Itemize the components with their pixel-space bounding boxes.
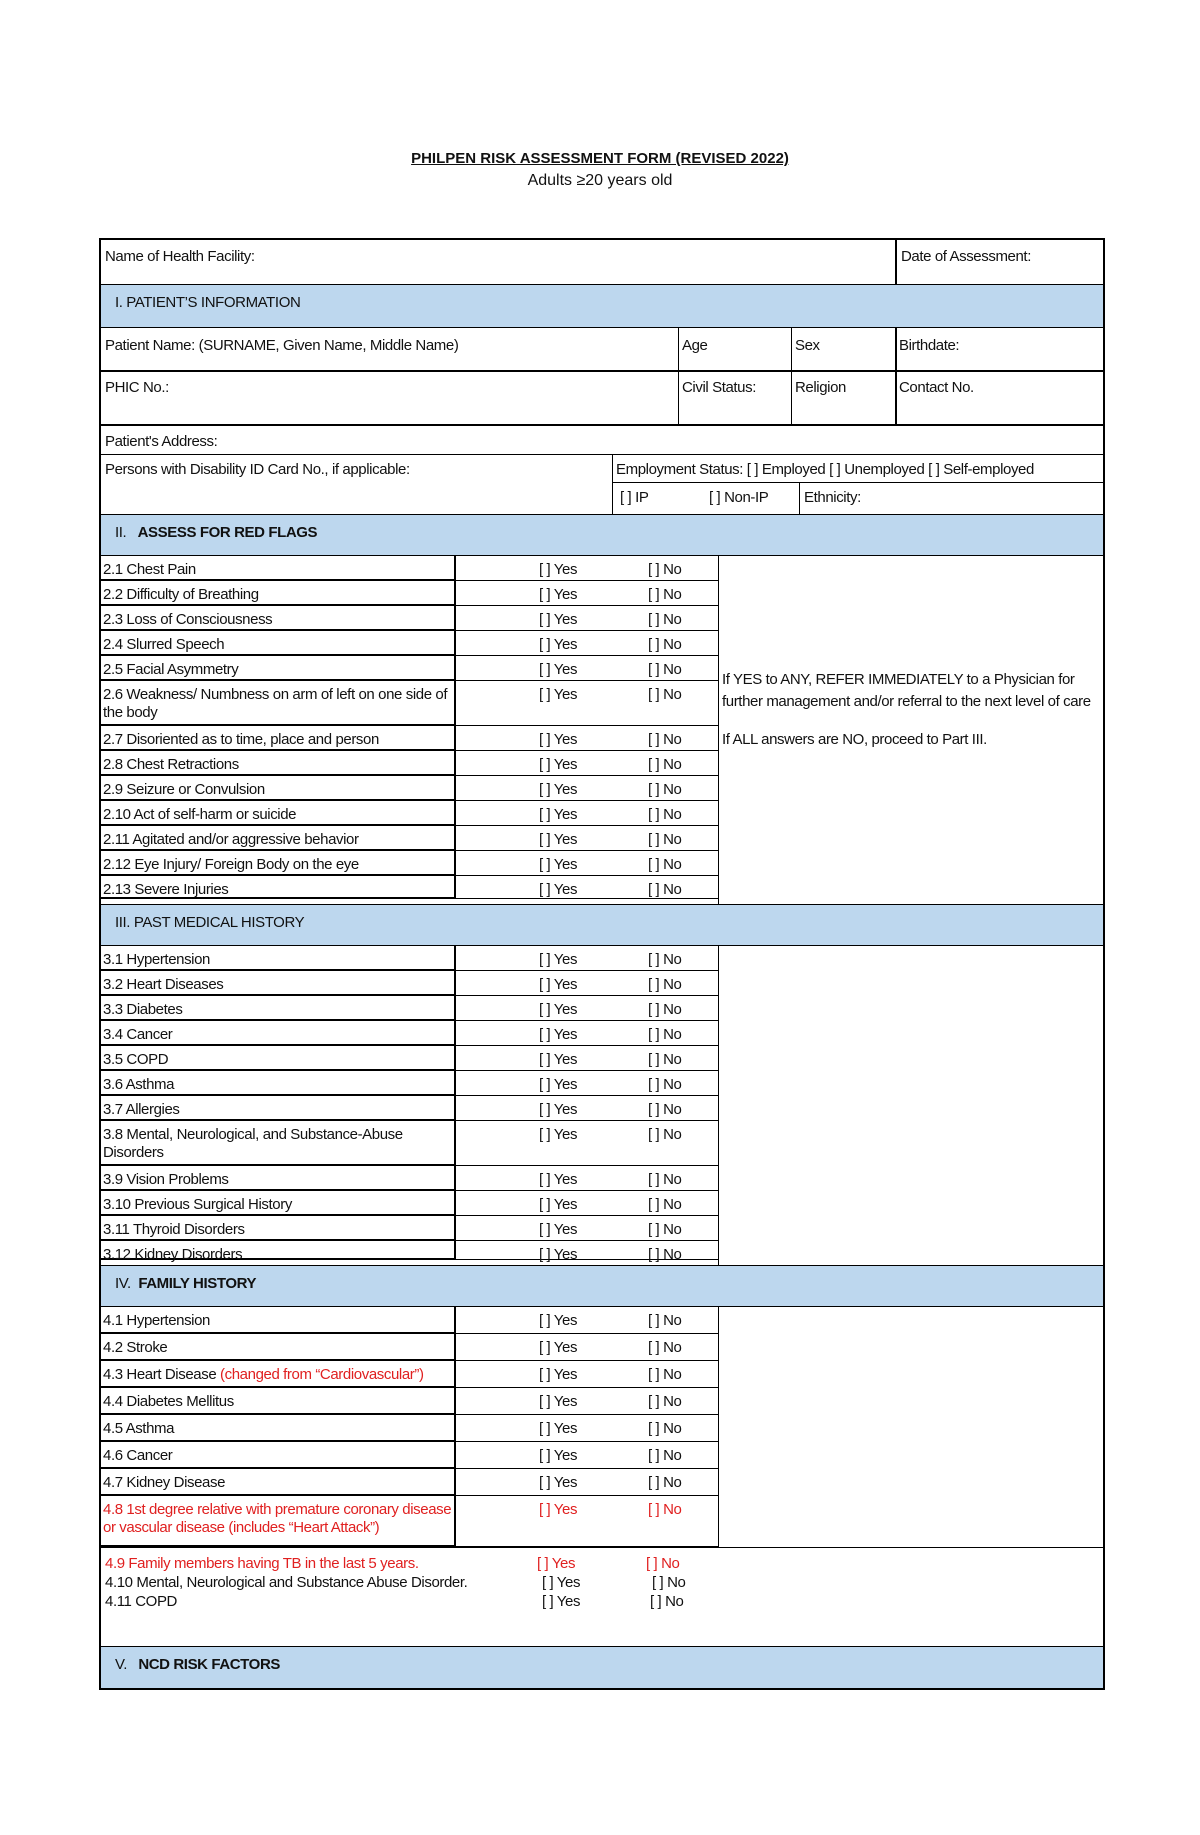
question-label: [103, 1312, 453, 1330]
question-label: [103, 976, 453, 994]
address-label: Patient's Address:: [105, 433, 218, 450]
contact-label: Contact No.: [899, 379, 974, 396]
yes-option[interactable]: [ ] Yes: [539, 831, 578, 848]
question-row: [101, 1361, 718, 1388]
question-label: [103, 1393, 453, 1411]
question-row: [101, 1121, 718, 1166]
section-title: I. PATIENT’S INFORMATION: [115, 294, 301, 311]
no-option[interactable]: [ ] No: [648, 1420, 682, 1437]
yes-option[interactable]: [ ] Yes: [539, 586, 578, 603]
question-text: 2.2 Difficulty of Breathing: [103, 586, 259, 603]
non-ip-option[interactable]: [ ] Non-IP: [709, 489, 769, 506]
question-label: [103, 831, 453, 849]
question-label: [103, 611, 453, 629]
ip-option[interactable]: [ ] IP: [620, 489, 649, 506]
section-number: V.: [115, 1656, 127, 1673]
form-title: PHILPEN RISK ASSESSMENT FORM (REVISED 2022): [411, 150, 789, 167]
question-text: 4.1 Hypertension: [103, 1312, 211, 1329]
no-option[interactable]: [ ] No: [648, 731, 682, 748]
no-option[interactable]: [ ] No: [648, 1026, 682, 1043]
yes-option[interactable]: [ ] Yes: [539, 1366, 578, 1383]
yes-option[interactable]: [ ] Yes: [539, 1447, 578, 1464]
yes-option[interactable]: [ ] Yes: [539, 1051, 578, 1068]
no-option[interactable]: [ ] No: [648, 686, 682, 703]
question-text: 4.3 Heart Disease: [103, 1366, 217, 1383]
no-option[interactable]: [ ] No: [648, 781, 682, 798]
section-title: FAMILY HISTORY: [138, 1275, 257, 1292]
yes-option[interactable]: [ ] Yes: [539, 951, 578, 968]
no-option[interactable]: [ ] No: [648, 831, 682, 848]
facility-label: Name of Health Facility:: [105, 248, 255, 265]
no-option[interactable]: [ ] No: [648, 976, 682, 993]
question-text: 2.10 Act of self-harm or suicide: [103, 806, 297, 823]
question-text: 2.8 Chest Retractions: [103, 756, 239, 773]
no-option[interactable]: [ ] No: [648, 1196, 682, 1213]
yes-option[interactable]: [ ] Yes: [539, 1312, 578, 1329]
question-text: 3.9 Vision Problems: [103, 1171, 229, 1188]
question-label: [103, 586, 453, 604]
family-item-mental: 4.10 Mental, Neurological and Substance Abuse Disorder.: [105, 1574, 468, 1591]
yes-option[interactable]: [ ] Yes: [539, 1196, 578, 1213]
question-row: [101, 1388, 718, 1415]
no-option[interactable]: [ ] No: [648, 856, 682, 873]
question-row: [101, 581, 718, 606]
yes-option[interactable]: [ ] Yes: [539, 1126, 578, 1143]
question-text: 4.2 Stroke: [103, 1339, 168, 1356]
date-label: Date of Assessment:: [901, 248, 1031, 265]
no-option[interactable]: [ ] No: [648, 806, 682, 823]
question-row: [101, 1096, 718, 1121]
no-option[interactable]: [ ] No: [646, 1555, 680, 1572]
employment-label[interactable]: Employment Status: [ ] Employed [ ] Unemployed [ ] Self-employed: [616, 461, 1034, 478]
question-row: [101, 1469, 718, 1496]
yes-option[interactable]: [ ] Yes: [539, 1221, 578, 1238]
question-row: [101, 631, 718, 656]
yes-option[interactable]: [ ] Yes: [542, 1574, 581, 1591]
question-label: [103, 1420, 453, 1438]
question-label: [103, 856, 453, 874]
no-option[interactable]: [ ] No: [648, 1447, 682, 1464]
question-text: 2.5 Facial Asymmetry: [103, 661, 239, 678]
question-text: 2.6 Weakness/ Numbness on arm of left on one side of the body: [103, 686, 448, 721]
no-option[interactable]: [ ] No: [648, 1076, 682, 1093]
question-label: [103, 1126, 453, 1162]
changed-note: (changed from “Cardiovascular”): [220, 1366, 424, 1383]
question-row: [101, 851, 718, 876]
section-title: ASSESS FOR RED FLAGS: [137, 524, 318, 541]
question-text: 2.7 Disoriented as to time, place and person: [103, 731, 379, 748]
no-option[interactable]: [ ] No: [648, 1221, 682, 1238]
question-label: [103, 1171, 453, 1189]
question-label: [103, 1051, 453, 1069]
question-text: 4.8 1st degree relative with premature coronary disease or vascular disease (includes “Heart Attack”): [103, 1501, 452, 1536]
no-option[interactable]: [ ] No: [648, 1126, 682, 1143]
question-row: [101, 726, 718, 751]
form-subtitle: Adults ≥20 years old: [527, 172, 673, 189]
no-option[interactable]: [ ] No: [648, 1312, 682, 1329]
no-option[interactable]: [ ] No: [648, 1339, 682, 1356]
no-option[interactable]: [ ] No: [650, 1593, 684, 1610]
question-row: [101, 1166, 718, 1191]
question-row: [101, 1216, 718, 1241]
question-text: 3.8 Mental, Neurological, and Substance-Abuse Disorders: [103, 1126, 403, 1161]
question-text: 2.13 Severe Injuries: [103, 881, 229, 898]
question-text: 4.7 Kidney Disease: [103, 1474, 226, 1491]
question-label: [103, 951, 453, 969]
no-option[interactable]: [ ] No: [648, 561, 682, 578]
no-option[interactable]: [ ] No: [648, 951, 682, 968]
question-label: [103, 636, 453, 654]
question-label: [103, 686, 453, 722]
no-option[interactable]: [ ] No: [648, 1393, 682, 1410]
question-text: 3.2 Heart Diseases: [103, 976, 224, 993]
question-text: 3.6 Asthma: [103, 1076, 175, 1093]
question-text: 3.10 Previous Surgical History: [103, 1196, 292, 1213]
no-option[interactable]: [ ] No: [648, 756, 682, 773]
family-item-tb: 4.9 Family members having TB in the last 5 years.: [105, 1555, 419, 1572]
question-label: [103, 661, 453, 679]
question-row: [101, 1415, 718, 1442]
question-label: [103, 1001, 453, 1019]
question-text: 3.11 Thyroid Disorders: [103, 1221, 245, 1238]
red-flag-instruction: If YES to ANY, REFER IMMEDIATELY to a Physician for further management and/or referral to the next level of care: [722, 671, 1091, 710]
yes-option[interactable]: [ ] Yes: [539, 1474, 578, 1491]
no-option[interactable]: [ ] No: [648, 1171, 682, 1188]
question-text: 2.1 Chest Pain: [103, 561, 196, 578]
question-label: [103, 561, 453, 579]
no-option[interactable]: [ ] No: [648, 661, 682, 678]
question-row: [101, 681, 718, 726]
yes-option[interactable]: [ ] Yes: [539, 1246, 578, 1263]
question-text: 4.6 Cancer: [103, 1447, 173, 1464]
question-text: 4.4 Diabetes Mellitus: [103, 1393, 234, 1410]
question-label: [103, 1447, 453, 1465]
no-option[interactable]: [ ] No: [648, 881, 682, 898]
question-text: 2.3 Loss of Consciousness: [103, 611, 273, 628]
yes-option[interactable]: [ ] Yes: [539, 1339, 578, 1356]
pwd-label: Persons with Disability ID Card No., if applicable:: [105, 461, 410, 478]
yes-option[interactable]: [ ] Yes: [539, 661, 578, 678]
family-item-copd: 4.11 COPD: [105, 1593, 177, 1610]
question-text: 2.4 Slurred Speech: [103, 636, 225, 653]
civil-status-label: Civil Status:: [682, 379, 756, 396]
question-label: [103, 1339, 453, 1357]
section-number: IV.: [115, 1275, 131, 1292]
section-patient-info: [101, 284, 1103, 328]
yes-option[interactable]: [ ] Yes: [539, 561, 578, 578]
question-text: 3.3 Diabetes: [103, 1001, 183, 1018]
question-row: [101, 1334, 718, 1361]
yes-option[interactable]: [ ] Yes: [539, 1026, 578, 1043]
question-row: [101, 1191, 718, 1216]
red-flag-proceed-note: If ALL answers are NO, proceed to Part III.: [722, 731, 987, 748]
question-text: 2.9 Seizure or Convulsion: [103, 781, 265, 798]
question-row: [101, 1496, 718, 1547]
question-row: [101, 556, 718, 581]
sex-label: Sex: [795, 337, 820, 354]
assessment-form: [99, 238, 1105, 1690]
yes-option[interactable]: [ ] Yes: [539, 1393, 578, 1410]
yes-option[interactable]: [ ] Yes: [539, 781, 578, 798]
yes-option[interactable]: [ ] Yes: [539, 1001, 578, 1018]
section-ncd-risk: [101, 1646, 1103, 1688]
question-text: 2.11 Agitated and/or aggressive behavior: [103, 831, 359, 848]
birthdate-label: Birthdate:: [899, 337, 960, 354]
no-option[interactable]: [ ] No: [648, 1001, 682, 1018]
no-option[interactable]: [ ] No: [648, 1051, 682, 1068]
date-field[interactable]: [895, 238, 1107, 284]
yes-option[interactable]: [ ] Yes: [539, 636, 578, 653]
yes-option[interactable]: [ ] Yes: [539, 731, 578, 748]
no-option[interactable]: [ ] No: [648, 636, 682, 653]
question-row: [101, 1241, 718, 1263]
question-label: [103, 1101, 453, 1119]
phic-label: PHIC No.:: [105, 379, 169, 396]
question-text: 3.1 Hypertension: [103, 951, 211, 968]
no-option[interactable]: [ ] No: [648, 611, 682, 628]
yes-option[interactable]: [ ] Yes: [539, 756, 578, 773]
yes-option[interactable]: [ ] Yes: [539, 1420, 578, 1437]
question-row: [101, 1021, 718, 1046]
religion-label: Religion: [795, 379, 846, 396]
question-row: [101, 946, 718, 971]
question-row: [101, 996, 718, 1021]
no-option[interactable]: [ ] No: [648, 1474, 682, 1491]
question-label: [103, 1196, 453, 1214]
no-option[interactable]: [ ] No: [648, 1246, 682, 1263]
yes-option[interactable]: [ ] Yes: [539, 1076, 578, 1093]
no-option[interactable]: [ ] No: [652, 1574, 686, 1591]
question-label: [103, 1246, 453, 1264]
section-title: III. PAST MEDICAL HISTORY: [115, 914, 305, 931]
question-label: [103, 1501, 453, 1537]
question-row: [101, 876, 718, 899]
question-row: [101, 1442, 718, 1469]
no-option[interactable]: [ ] No: [648, 586, 682, 603]
question-row: [101, 801, 718, 826]
question-label: [103, 756, 453, 774]
question-label: [103, 1366, 453, 1384]
question-row: [101, 1046, 718, 1071]
question-text: 4.5 Asthma: [103, 1420, 175, 1437]
yes-option[interactable]: [ ] Yes: [539, 611, 578, 628]
question-label: [103, 1076, 453, 1094]
question-row: [101, 751, 718, 776]
yes-option[interactable]: [ ] Yes: [539, 1171, 578, 1188]
patient-name-label: Patient Name: (SURNAME, Given Name, Middle Name): [105, 337, 459, 354]
yes-option[interactable]: [ ] Yes: [539, 1501, 578, 1518]
section-number: II.: [115, 524, 127, 541]
question-text: 3.4 Cancer: [103, 1026, 173, 1043]
question-text: 2.12 Eye Injury/ Foreign Body on the eye: [103, 856, 359, 873]
yes-option[interactable]: [ ] Yes: [537, 1555, 576, 1572]
question-label: [103, 806, 453, 824]
question-row: [101, 606, 718, 631]
question-text: 3.5 COPD: [103, 1051, 169, 1068]
question-label: [103, 1026, 453, 1044]
question-row: [101, 826, 718, 851]
question-label: [103, 731, 453, 749]
question-row: [101, 1307, 718, 1334]
no-option[interactable]: [ ] No: [648, 1366, 682, 1383]
question-row: [101, 776, 718, 801]
ethnicity-label: Ethnicity:: [804, 489, 861, 506]
section-title: NCD RISK FACTORS: [138, 1656, 280, 1673]
yes-option[interactable]: [ ] Yes: [539, 881, 578, 898]
yes-option[interactable]: [ ] Yes: [539, 806, 578, 823]
no-option[interactable]: [ ] No: [648, 1501, 682, 1518]
question-row: [101, 971, 718, 996]
yes-option[interactable]: [ ] Yes: [539, 686, 578, 703]
question-text: 3.7 Allergies: [103, 1101, 180, 1118]
yes-option[interactable]: [ ] Yes: [539, 856, 578, 873]
age-label: Age: [682, 337, 708, 354]
section-past-medical: [101, 904, 1103, 946]
yes-option[interactable]: [ ] Yes: [539, 976, 578, 993]
question-label: [103, 1474, 453, 1492]
question-row: [101, 656, 718, 681]
question-text: 3.12 Kidney Disorders: [103, 1246, 243, 1263]
no-option[interactable]: [ ] No: [648, 1101, 682, 1118]
question-label: [103, 781, 453, 799]
yes-option[interactable]: [ ] Yes: [539, 1101, 578, 1118]
section-family-history: [101, 1265, 1103, 1307]
question-label: [103, 881, 453, 899]
question-row: [101, 1071, 718, 1096]
question-label: [103, 1221, 453, 1239]
section-red-flags: [101, 514, 1103, 556]
yes-option[interactable]: [ ] Yes: [542, 1593, 581, 1610]
